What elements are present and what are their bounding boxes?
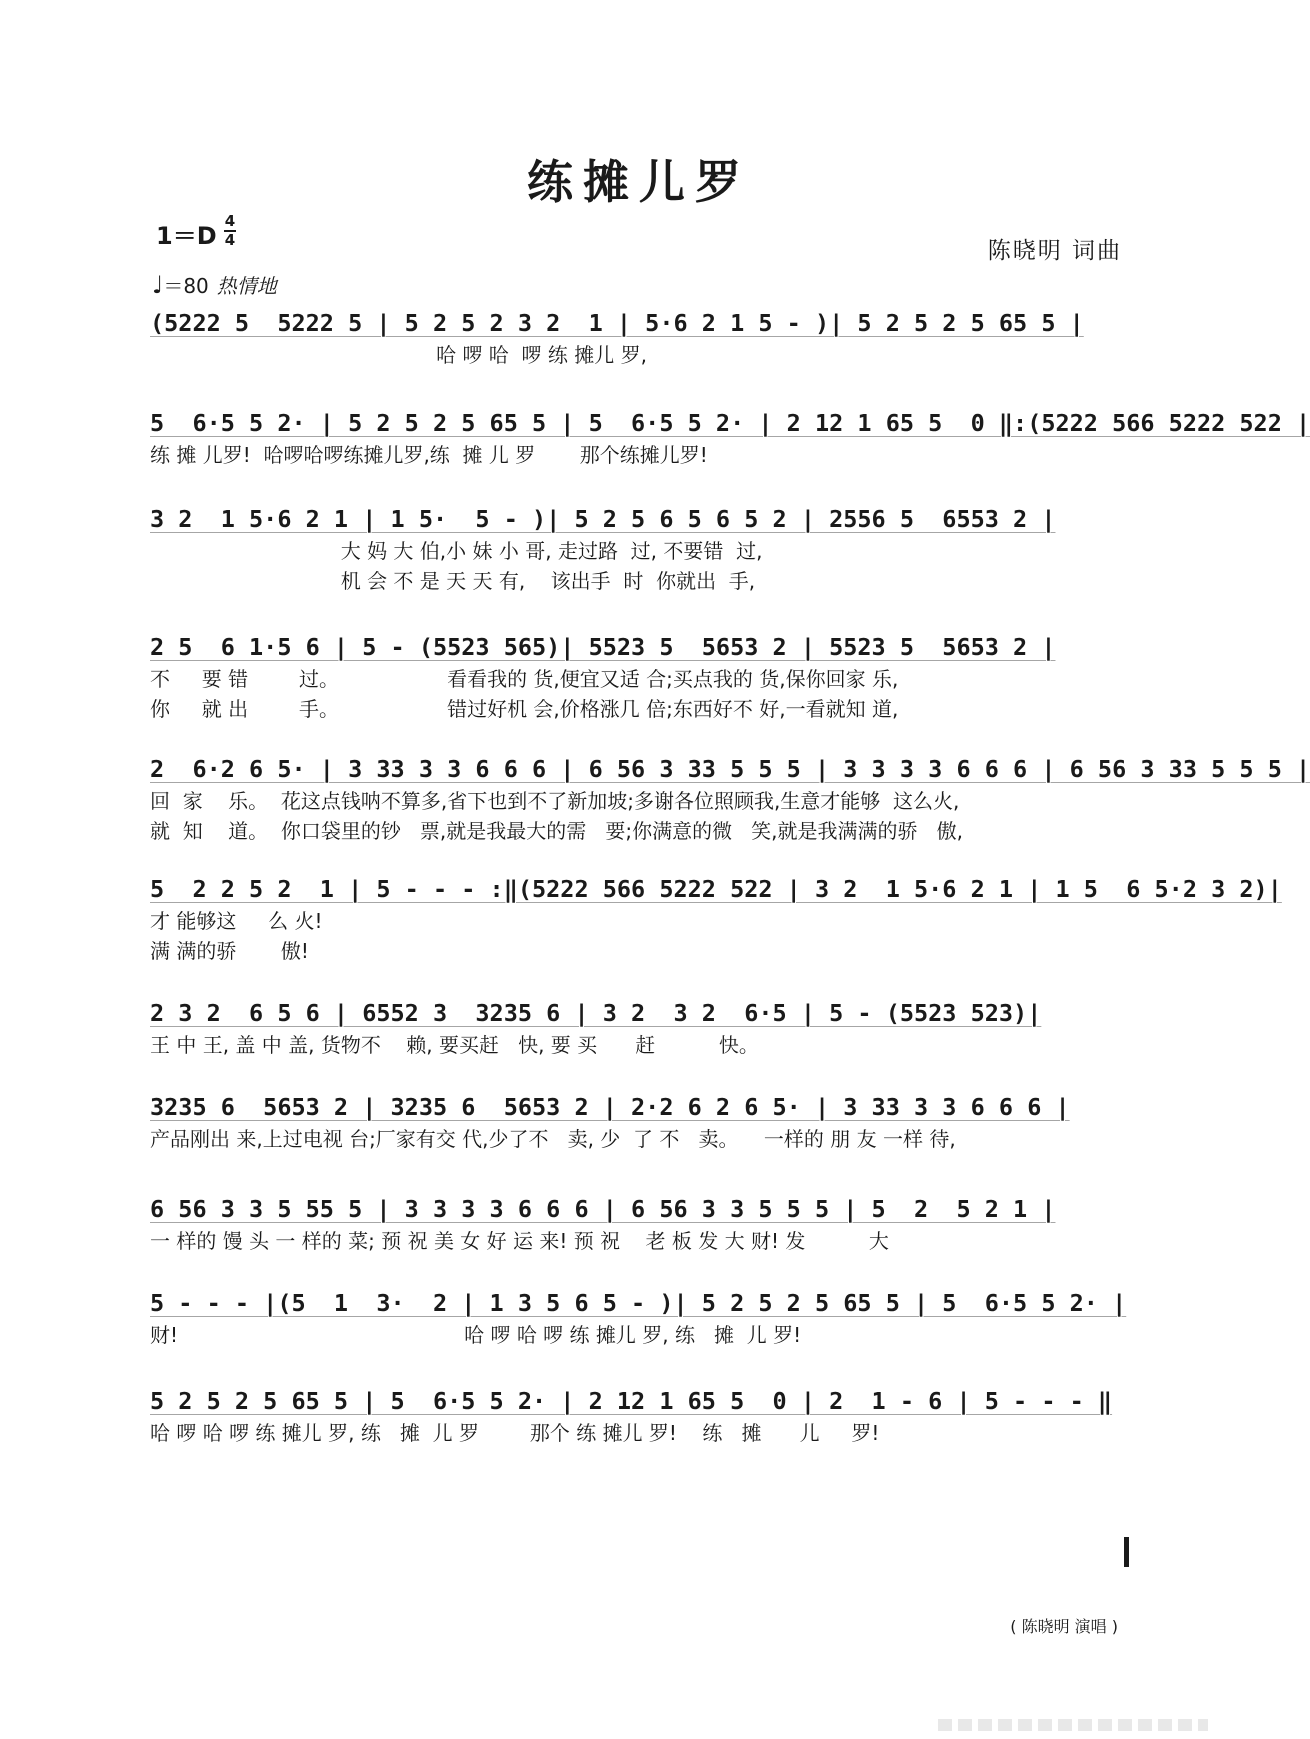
notation-line: 6 56 3 3 5 55 5 | 3 3 3 3 6 6 6 | 6 56 3 3 5 5 5 | 5 2 5 2 1 | (150, 1195, 1056, 1223)
notation-line: 5 - - - |(5 1 3· 2 | 1 3 5 6 5 - )| 5 2 5 2 5 65 5 | 5 6·5 5 2· | (150, 1289, 1127, 1317)
lyric-line: 产品刚出 来,上过电视 台;厂家有交 代,少了不 卖, 少 了 不 卖。 一样的 朋 友 一样 待, (150, 1127, 956, 1151)
lyric-line: 回 家 乐。 花这点钱呐不算多,省下也到不了新加坡;多谢各位照顾我,生意才能够 这么火, (150, 789, 960, 813)
lyric-line: 不 要 错 过。 看看我的 货,便宜又适 合;买点我的 货,保你回家 乐, (150, 667, 899, 691)
music-system-8 (150, 1090, 1130, 1154)
music-system-1 (150, 306, 1130, 370)
lyric-line: 一 样的 馒 头 一 样的 菜; 预 祝 美 女 好 运 来! 预 祝 老 板 发 大 财! 发 大 (150, 1229, 889, 1253)
lyric-line: 练 摊 儿罗! 哈啰哈啰练摊儿罗,练 摊 儿 罗 那个练摊儿罗! (150, 443, 708, 467)
notation-line: 2 6·2 6 5· | 3 33 3 3 6 6 6 | 6 56 3 33 5 5 5 | 3 3 3 3 6 6 6 | 6 56 3 33 5 5 5 | (150, 755, 1310, 783)
composer-credit: 陈晓明 词曲 (987, 238, 1122, 264)
lyric-line: 财! 哈 啰 哈 啰 练 摊儿 罗, 练 摊 儿 罗! (150, 1323, 802, 1347)
lyric-line: 你 就 出 手。 错过好机 会,价格涨几 倍;东西好不 好,一看就知 道, (150, 697, 899, 721)
song-title: 练摊儿罗 (527, 155, 751, 209)
expression-mark: 热情地 (216, 274, 277, 298)
notation-line: 5 2 5 2 5 65 5 | 5 6·5 5 2· | 2 12 1 65 5 0 | 2 1 - 6 | 5 - - - ‖ (150, 1387, 1113, 1415)
notation-line: 3 2 1 5·6 2 1 | 1 5· 5 - )| 5 2 5 6 5 6 5 2 | 2556 5 6553 2 | (150, 505, 1056, 533)
tempo-marking (152, 270, 277, 299)
final-barline (1124, 1537, 1129, 1567)
music-system-3 (150, 502, 1130, 596)
notation-line: (5222 5 5222 5 | 5 2 5 2 3 2 1 | 5·6 2 1 5 - )| 5 2 5 2 5 65 5 | (150, 309, 1084, 337)
music-system-4 (150, 630, 1130, 724)
key-signature: 1＝D (156, 222, 217, 250)
quarter-note-icon: ♩ (152, 271, 164, 299)
tempo-value: ＝80 (163, 274, 209, 298)
notation-line: 3235 6 5653 2 | 3235 6 5653 2 | 2·2 6 2 6 5· | 3 33 3 3 6 6 6 | (150, 1093, 1070, 1121)
lyric-line: 才 能够这 么 火! (150, 909, 323, 933)
music-system-7 (150, 996, 1130, 1060)
music-system-10 (150, 1286, 1130, 1350)
lyric-line: 大 妈 大 伯,小 妹 小 哥, 走过路 过, 不要错 过, (150, 539, 763, 563)
notation-line: 5 6·5 5 2· | 5 2 5 2 5 65 5 | 5 6·5 5 2· | 2 12 1 65 5 0 ‖:(5222 566 5222 522 | (150, 409, 1310, 437)
performer-credit: ( 陈晓明 演唱 ) (1010, 1617, 1118, 1636)
time-signature-top: 4 (224, 212, 236, 230)
lyric-line: 王 中 王, 盖 中 盖, 货物不 赖, 要买赶 快, 要 买 赶 快。 (150, 1033, 759, 1057)
notation-line: 2 5 6 1·5 6 | 5 - (5523 565)| 5523 5 5653 2 | 5523 5 5653 2 | (150, 633, 1056, 661)
music-system-6 (150, 872, 1282, 966)
lyric-line: 就 知 道。 你口袋里的钞 票,就是我最大的需 要;你满意的微 笑,就是我满满的骄 傲, (150, 819, 963, 843)
music-system-2 (150, 406, 1310, 470)
time-signature-bottom: 4 (224, 231, 236, 249)
lyric-line: 机 会 不 是 天 天 有, 该出手 时 你就出 手, (150, 569, 756, 593)
music-system-11 (150, 1384, 1130, 1448)
notation-line: 2 3 2 6 5 6 | 6552 3 3235 6 | 3 2 3 2 6·5 | 5 - (5523 523)| (150, 999, 1042, 1027)
music-system-9 (150, 1192, 1130, 1256)
time-signature (224, 214, 236, 248)
watermark (938, 1719, 1208, 1731)
notation-line: 5 2 2 5 2 1 | 5 - - - :‖(5222 566 5222 522 | 3 2 1 5·6 2 1 | 1 5 6 5·2 3 2)| (150, 875, 1282, 903)
lyric-line: 哈 啰 哈 啰 练 摊儿 罗, 练 摊 儿 罗 那个 练 摊儿 罗! 练 摊 儿 罗! (150, 1421, 880, 1445)
lyric-line: 哈 啰 哈 啰 练 摊儿 罗, (150, 343, 647, 367)
lyric-line: 满 满的骄 傲! (150, 939, 309, 963)
music-system-5 (150, 752, 1310, 846)
